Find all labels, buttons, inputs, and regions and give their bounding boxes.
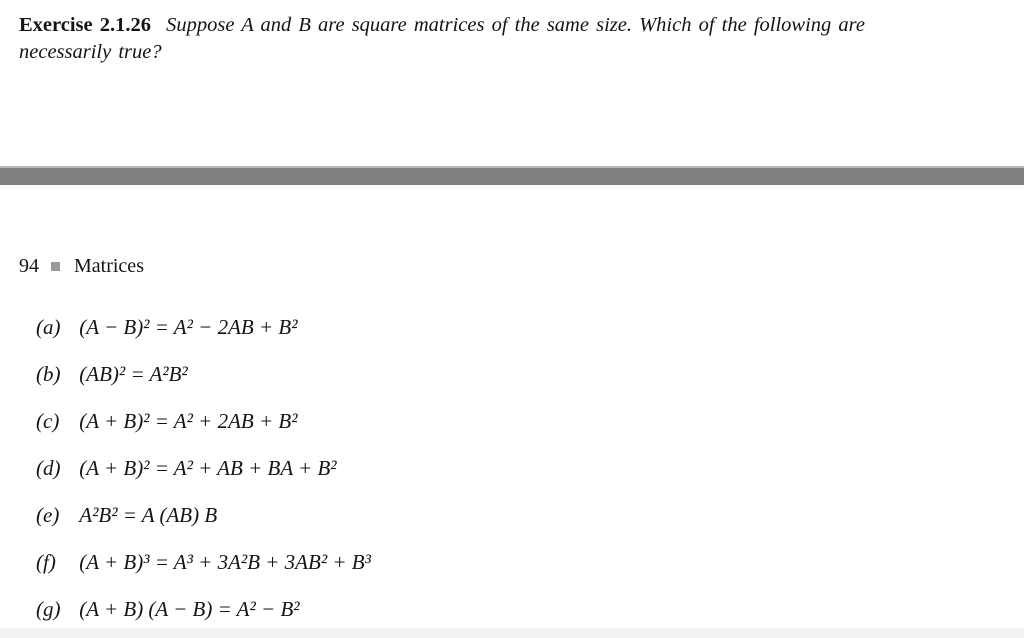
exercise-number: Exercise 2.1.26 [19,14,151,36]
option-expression: (A + B) (A − B) = A² − B² [79,597,300,621]
option-label: (e) [36,503,60,527]
option-label: (b) [36,362,61,386]
exercise-text: Suppose A and B are square matrices of the same size. Which of the following are necessarily true? [19,14,865,63]
option-list [36,312,371,638]
option-expression: (A − B)² = A² − 2AB + B² [79,315,298,339]
exercise-statement [19,12,959,66]
page-bottom-edge [0,628,1024,638]
page-number: 94 [19,255,39,277]
option-label: (g) [36,597,61,621]
option-label: (d) [36,456,61,480]
option-label: (f) [36,550,56,574]
option-item-c [36,406,371,453]
option-item-f [36,547,371,594]
option-item-b [36,359,371,406]
chapter-title: Matrices [74,255,144,277]
option-expression: (A + B)² = A² + 2AB + B² [79,409,298,433]
option-item-d [36,453,371,500]
option-label: (a) [36,315,61,339]
running-head [19,254,144,278]
option-label: (c) [36,409,60,433]
option-expression: (AB)² = A²B² [79,362,188,386]
option-expression: (A + B)² = A² + AB + BA + B² [79,456,337,480]
option-expression: A²B² = A (AB) B [79,503,218,527]
square-bullet-icon [51,262,60,271]
option-item-a [36,312,371,359]
page-divider [0,168,1024,185]
option-item-e [36,500,371,547]
option-expression: (A + B)³ = A³ + 3A²B + 3AB² + B³ [79,550,371,574]
